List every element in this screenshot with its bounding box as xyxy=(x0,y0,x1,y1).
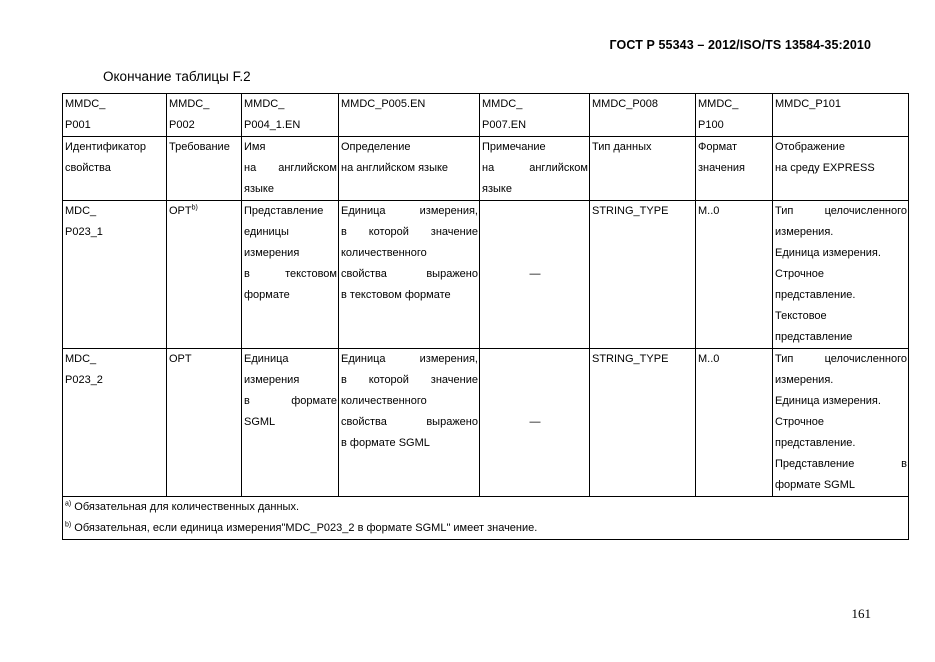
definition-cell: Единица измерения, в которой значение количественного свойства выражено в текстовом формате xyxy=(339,201,480,349)
standard-designation: ГОСТ Р 55343 – 2012/ISO/TS 13584-35:2010 xyxy=(609,38,871,52)
header-cell: Имя на английском языке xyxy=(242,137,339,201)
code-cell: MMDC_ P002 xyxy=(167,94,242,137)
requirement-cell: OPT xyxy=(167,349,242,497)
page-number: 161 xyxy=(851,606,871,621)
header-cell: Идентификатор свойства xyxy=(63,137,167,201)
requirement-cell: OPT$^{b)}$ xyxy=(167,201,242,349)
code-cell: MMDC_P005.EN xyxy=(339,94,480,137)
footnotes-row xyxy=(63,497,909,540)
properties-table xyxy=(62,93,909,540)
code-cell: MMDC_ P100 xyxy=(696,94,773,137)
code-cell: MMDC_ P001 xyxy=(63,94,167,137)
name-cell: Представление единицы измерения в текстовом формате xyxy=(242,201,339,349)
code-cell: MMDC_ P004_1.EN xyxy=(242,94,339,137)
remark-cell: — xyxy=(480,349,590,497)
footnote: $^{а)}$ Обязательная для количественных данных. xyxy=(65,500,300,513)
code-cell: MMDC_P101 xyxy=(773,94,909,137)
code-cell: MMDC_ P007.EN xyxy=(480,94,590,137)
format-cell: M..0 xyxy=(696,349,773,497)
property-id-cell: MDC_ P023_1 xyxy=(63,201,167,349)
name-cell: Единица измерения в формате SGML xyxy=(242,349,339,497)
data-type-cell: STRING_TYPE xyxy=(590,349,696,497)
table-caption: Окончание таблицы F.2 xyxy=(103,69,251,84)
mapping-cell: Тип целочисленного измерения. Единица измерения. Строчное представление. Представление в формате SGML xyxy=(773,349,909,497)
footnotes-cell xyxy=(63,497,909,540)
header-row xyxy=(63,137,909,201)
header-cell: Определение на английском языке xyxy=(339,137,480,201)
format-cell: M..0 xyxy=(696,201,773,349)
mapping-cell: Тип целочисленного измерения. Единица измерения. Строчное представление. Текстовое представление xyxy=(773,201,909,349)
definition-cell: Единица измерения, в которой значение количественного свойства выражено в формате SGML xyxy=(339,349,480,497)
code-row xyxy=(63,94,909,137)
code-cell: MMDC_P008 xyxy=(590,94,696,137)
footnote: $^{b)}$ Обязательная, если единица измерения"MDC_P023_2 в формате SGML" имеет значение. xyxy=(65,521,538,534)
data-type-cell: STRING_TYPE xyxy=(590,201,696,349)
header-cell: Отображение на среду EXPRESS xyxy=(773,137,909,201)
header-cell: Тип данных xyxy=(590,137,696,201)
table-row xyxy=(63,201,909,349)
header-cell: Формат значения xyxy=(696,137,773,201)
table-row xyxy=(63,349,909,497)
property-id-cell: MDC_ P023_2 xyxy=(63,349,167,497)
header-cell: Требование xyxy=(167,137,242,201)
header-cell: Примечание на английском языке xyxy=(480,137,590,201)
remark-cell: — xyxy=(480,201,590,349)
footnote-ref: b) xyxy=(191,204,198,212)
